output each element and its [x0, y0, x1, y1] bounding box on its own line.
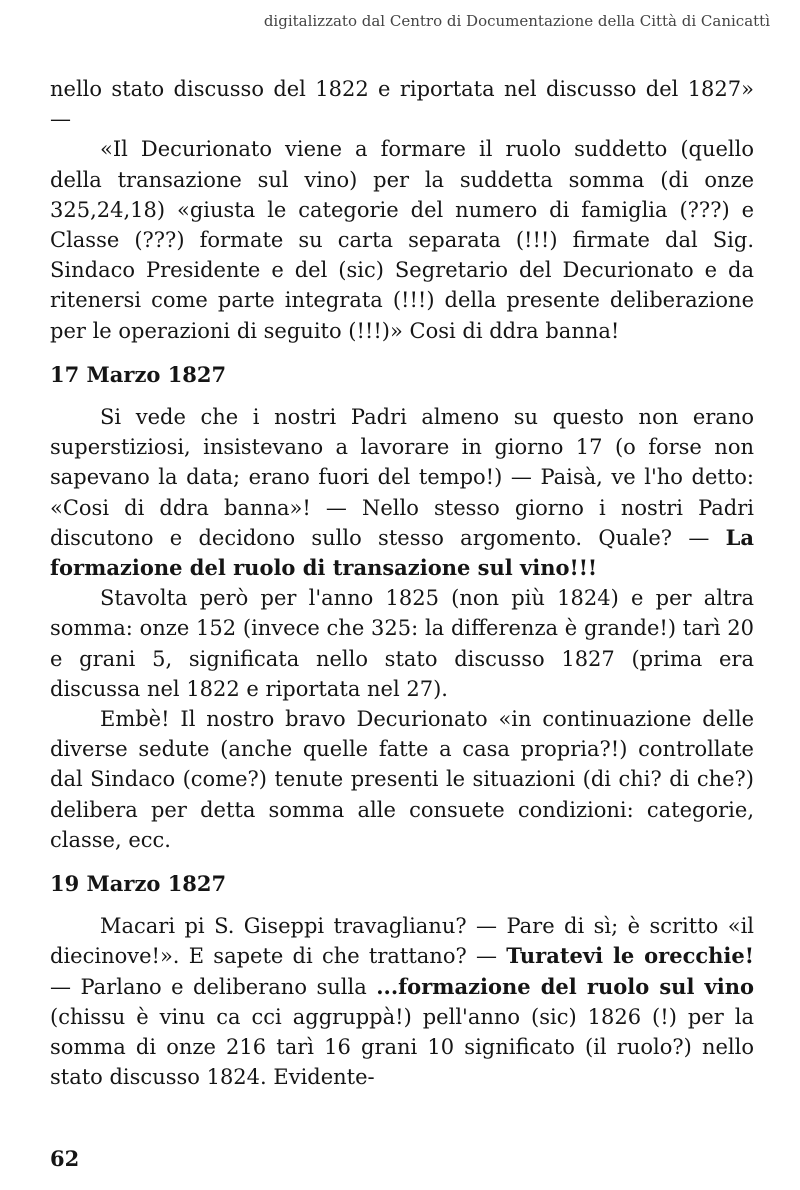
paragraph-3-bold: La formazione del ruolo di transazione sul vino!!!	[50, 524, 754, 581]
paragraph-6-part-e: (chissu è vinu ca cci aggruppà!) pell'anno (sic) 1826 (!) per la somma di onze 216 tarì 16 grani 10 significato (il ruolo?) nello stato discusso 1824. Evidente-	[50, 1004, 754, 1090]
section-heading-17-marzo: 17 Marzo 1827	[50, 361, 227, 387]
digitization-watermark: digitalizzato dal Centro di Documentazione della Città di Canicattì	[263, 12, 770, 30]
paragraph-6-part-c: — Parlano e deliberano sulla	[50, 974, 377, 999]
paragraph-6-bold-b: Turatevi le orecchie!	[506, 943, 754, 969]
paragraph-6	[50, 911, 754, 1092]
paragraph-6-bold-d: ...formazione del ruolo sul vino	[376, 973, 755, 999]
section-heading-19-marzo: 19 Marzo 1827	[50, 871, 227, 897]
paragraph-5: Embè! Il nostro bravo Decurionato «in continuazione delle diverse sedute (anche quelle fatte a casa propria?!) controllate dal Sindaco (come?) tenute presenti le situazioni (di chi? di che?) delibera per detta somma alle consuete condizioni: categorie, classe, ecc.	[50, 707, 754, 852]
paragraph-1: nello stato discusso del 1822 e riportata nel discusso del 1827» —	[50, 77, 754, 132]
paragraph-3-text: Si vede che i nostri Padri almeno su questo non erano superstiziosi, insistevano a lavorare in giorno 17 (o forse non sapevano la data; erano fuori del tempo!) — Paisà, ve l'ho detto: «Cosi di ddra banna»! — Nello stesso giorno i nostri Padri discutono e decidono sullo stesso argomento. Quale? —	[50, 405, 754, 550]
paragraph-6-part-a: Macari pi S. Giseppi travaglianu? — Pare di sì; è scritto «il diecinove!». E sapete di che trattano? —	[50, 914, 754, 969]
paragraph-2: «Il Decurionato viene a formare il ruolo suddetto (quello della transazione sul vino) per la suddetta somma (di onze 325,24,18) «giusta le categorie del numero di famiglia (???) e Classe (???) formate su carta separata (!!!) firmate dal Sig. Sindaco Presidente e del (sic) Segretario del Decurionato e da ritenersi come parte integrata (!!!) della presente deliberazione per le operazioni di seguito (!!!)» Cosi di ddra banna!	[50, 137, 754, 343]
page-number: 62	[50, 1146, 80, 1171]
page-body	[50, 74, 754, 1093]
paragraph-4: Stavolta però per l'anno 1825 (non più 1824) e per altra somma: onze 152 (invece che 325: la differenza è grande!) tarì 20 e grani 5, significata nello stato discusso 1827 (prima era discussa nel 1822 e riportata nel 27).	[50, 586, 754, 701]
paragraph-3	[50, 402, 754, 583]
